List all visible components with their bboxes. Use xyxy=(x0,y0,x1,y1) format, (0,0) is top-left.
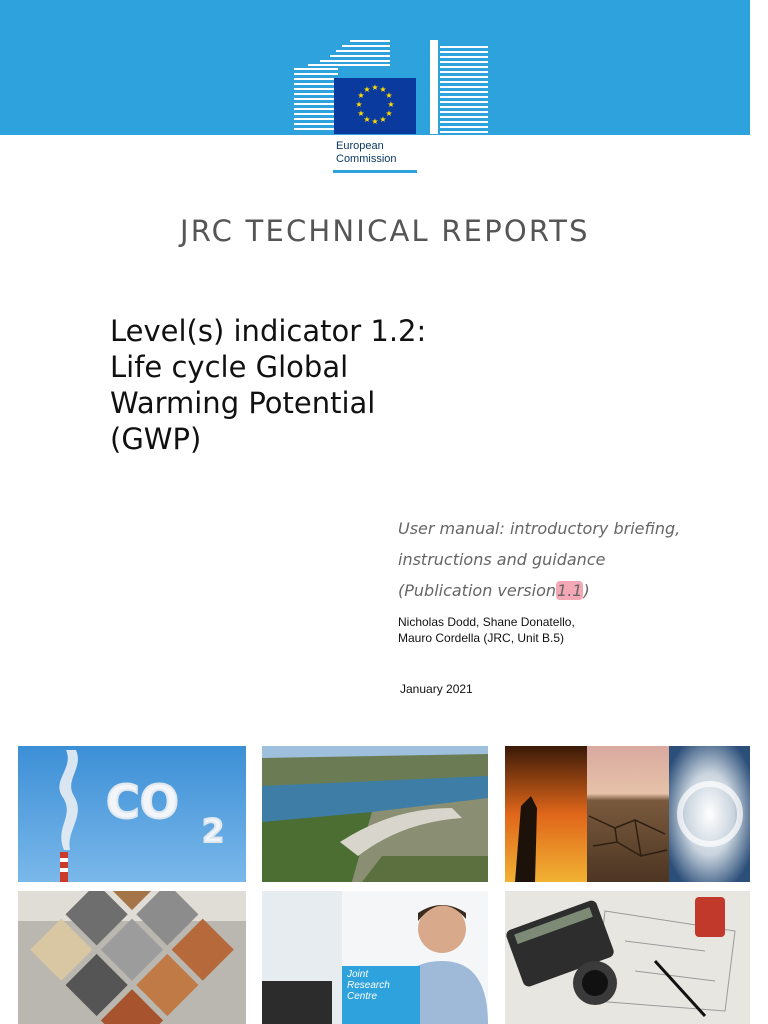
jrc-badge xyxy=(342,966,420,1024)
dam-landscape-photo xyxy=(262,746,488,882)
svg-text:★: ★ xyxy=(363,115,371,124)
svg-text:★: ★ xyxy=(385,109,393,118)
title-line: Level(s) indicator 1.2: xyxy=(110,314,427,348)
subtitle-line: User manual: introductory briefing, xyxy=(398,519,681,538)
co2-sky-photo xyxy=(18,746,246,882)
logo-text xyxy=(336,140,397,166)
logo-underline xyxy=(333,170,417,173)
svg-text:★: ★ xyxy=(363,85,371,94)
climate-impacts-photo xyxy=(505,746,750,882)
document-title xyxy=(110,313,530,457)
version-suffix: ) xyxy=(583,581,590,600)
authors-line: Nicholas Dodd, Shane Donatello, xyxy=(398,615,575,629)
title-line: Life cycle Global xyxy=(110,350,349,384)
berlaymont-building-icon xyxy=(290,36,490,146)
document-subtitle xyxy=(398,513,738,606)
series-title: JRC TECHNICAL REPORTS xyxy=(180,214,590,248)
co2-cloud-text: CO xyxy=(106,775,179,829)
version-prefix: (Publication version xyxy=(398,581,557,600)
title-line: Warming Potential xyxy=(110,386,376,420)
subtitle-line: instructions and guidance xyxy=(398,550,606,569)
svg-text:★: ★ xyxy=(355,100,363,109)
authors xyxy=(398,614,698,646)
logo-line-european: European xyxy=(336,140,384,152)
jrc-badge-line: Research xyxy=(347,980,390,991)
svg-text:★: ★ xyxy=(357,109,365,118)
title-line: (GWP) xyxy=(110,422,202,456)
svg-text:★: ★ xyxy=(357,91,365,100)
jrc-badge-line: Centre xyxy=(347,991,378,1002)
logo-line-commission: Commission xyxy=(336,153,397,165)
version-number-highlight: 1.1 xyxy=(557,581,583,600)
svg-text:★: ★ xyxy=(371,83,379,92)
svg-text:★: ★ xyxy=(379,85,387,94)
publication-date: January 2021 xyxy=(400,682,473,696)
svg-text:★: ★ xyxy=(387,100,395,109)
co2-subscript: 2 xyxy=(202,812,225,850)
design-tools-photo xyxy=(505,891,750,1024)
svg-text:★: ★ xyxy=(385,91,393,100)
svg-text:★: ★ xyxy=(371,117,379,126)
authors-line: Mauro Cordella (JRC, Unit B.5) xyxy=(398,631,565,645)
building-materials-photo xyxy=(18,891,246,1024)
svg-text:★: ★ xyxy=(379,115,387,124)
jrc-badge-line: Joint xyxy=(347,969,369,980)
publication-version xyxy=(398,575,738,606)
